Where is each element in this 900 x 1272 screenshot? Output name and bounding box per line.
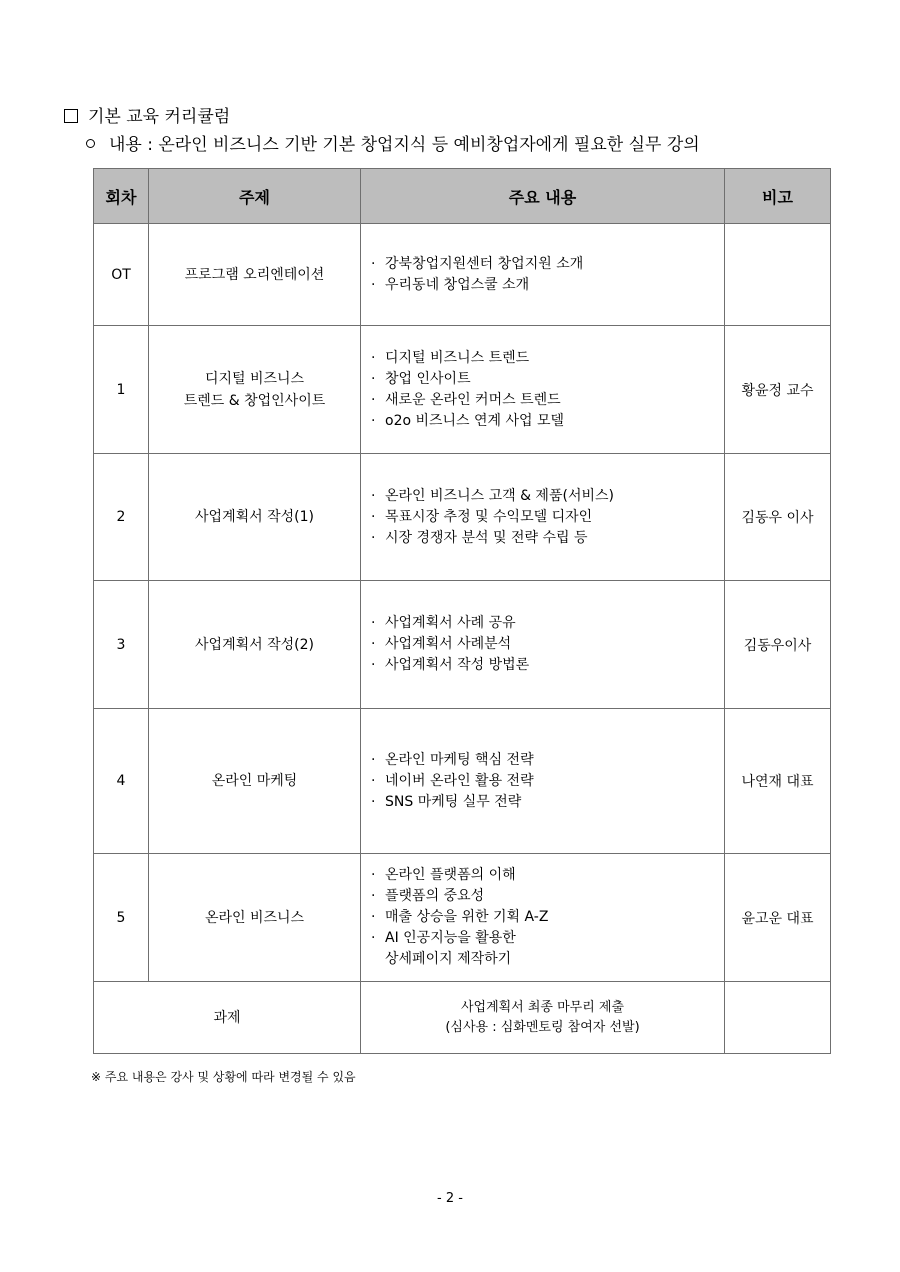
list-item-text: 매출 상승을 위한 기획 A-Z [385,909,549,925]
table-row [94,326,831,454]
circle-bullet-icon [86,139,95,148]
list-item [369,886,724,907]
assignment-row [94,982,831,1054]
bullet-dot: · [371,615,376,631]
instructor-cell: 김동우 이사 [725,454,831,581]
instructor-cell: 김동우이사 [725,581,831,709]
footnote: ※ 주요 내용은 강사 및 상황에 따라 변경될 수 있음 [91,1070,356,1084]
header-content: 주요 내용 [361,169,725,224]
list-item [369,792,724,813]
bullet-dot: · [371,657,376,673]
session-cell: 1 [94,326,149,454]
list-item-text: 네이버 온라인 활용 전략 [385,772,534,789]
list-item-text: SNS 마케팅 실무 전략 [385,793,522,810]
list-item-text: 사업계획서 사례분석 [385,636,512,652]
list-item [369,254,724,275]
list-item-text: AI 인공지능을 활용한 [385,930,516,946]
content-cell [361,854,725,982]
topic-line: 사업계획서 작성(2) [195,636,314,653]
topic-cell [149,581,361,709]
list-item [369,865,724,886]
list-item-text: 새로운 온라인 커머스 트렌드 [385,391,561,408]
list-item-text: 온라인 마케팅 핵심 전략 [385,751,534,768]
list-item-text: 사업계획서 사례 공유 [385,615,516,631]
session-cell: 4 [94,709,149,854]
bullet-dot: · [371,412,376,429]
bullet-dot: · [371,349,376,366]
list-item-text: 목표시장 추정 및 수익모델 디자인 [385,508,593,525]
content-cell [361,454,725,581]
list-item-text: 창업 인사이트 [385,370,471,387]
list-item [369,411,724,432]
topic-cell [149,224,361,326]
table-row [94,454,831,581]
page-number: - 2 - [437,1191,463,1206]
topic-line: 디지털 비즈니스 [204,370,305,387]
session-cell: OT [94,224,149,326]
list-item [369,771,724,792]
instructor-cell [725,224,831,326]
header-note: 비고 [725,169,831,224]
bullet-dot: · [371,508,376,525]
list-item-text: 시장 경쟁자 분석 및 전략 수립 등 [385,529,588,546]
header-session: 회차 [94,169,149,224]
bullet-dot: · [371,255,376,272]
bullet-dot: · [371,772,376,789]
content-cell [361,581,725,709]
header-topic: 주제 [149,169,361,224]
list-item [369,348,724,369]
section-heading-text: 기본 교육 커리큘럼 [88,107,231,127]
section-heading [64,105,230,129]
list-item-text: 온라인 비즈니스 고객 & 제품(서비스) [385,487,614,504]
topic-cell [149,326,361,454]
content-cell [361,709,725,854]
content-list [369,613,724,676]
session-cell: 2 [94,454,149,581]
instructor-cell: 황윤정 교수 [725,326,831,454]
content-list [369,254,724,296]
bullet-dot: · [371,793,376,810]
list-item-text: 디지털 비즈니스 트렌드 [385,349,530,366]
list-item-text: 강북창업지원센터 창업지원 소개 [385,255,584,272]
bullet-dot: · [371,529,376,546]
content-list [369,486,724,549]
list-item [369,613,724,634]
list-item-text: 우리동네 창업스쿨 소개 [385,276,530,293]
session-cell: 3 [94,581,149,709]
bullet-dot: · [371,930,376,946]
topic-cell [149,854,361,982]
topic-cell [149,709,361,854]
list-item-text: o2o 비즈니스 연계 사업 모델 [385,412,565,429]
curriculum-table [93,168,831,1054]
bullet-dot: · [371,751,376,768]
section-subheading [86,133,700,157]
assignment-line: (심사용 : 심화멘토링 참여자 선발) [445,1019,640,1035]
table-header-row [94,169,831,224]
list-item-text: 플랫폼의 중요성 [385,888,485,904]
content-cell [361,224,725,326]
topic-line: 트렌드 & 창업인사이트 [183,392,326,409]
list-item [369,275,724,296]
topic-line: 사업계획서 작성(1) [195,509,314,525]
list-item-text: 사업계획서 작성 방법론 [385,657,530,673]
assignment-line: 사업계획서 최종 마무리 제출 [460,999,625,1015]
table-row [94,854,831,982]
content-cell [361,326,725,454]
section-subheading-text: 내용 : 온라인 비즈니스 기반 기본 창업지식 등 예비창업자에게 필요한 실무 강의 [109,135,700,155]
list-item [369,907,724,928]
bullet-dot: · [371,636,376,652]
table-body [94,224,831,1054]
bullet-dot: · [371,487,376,504]
bullet-dot: · [371,276,376,293]
bullet-dot: · [371,867,376,883]
instructor-cell: 나연재 대표 [725,709,831,854]
content-list [369,750,724,813]
list-item [369,369,724,390]
topic-line: 온라인 비즈니스 [204,909,305,926]
list-item [369,750,724,771]
list-item [369,928,724,949]
checkbox-square-icon [64,109,78,123]
table-row [94,709,831,854]
topic-line: 온라인 마케팅 [211,773,298,789]
table-row [94,224,831,326]
list-item-text: 온라인 플랫폼의 이해 [385,867,516,883]
list-item-text: 상세페이지 제작하기 [385,951,512,967]
content-list [369,348,724,432]
assignment-note-cell [725,982,831,1054]
session-cell: 5 [94,854,149,982]
content-list [369,865,724,970]
list-item [369,949,724,970]
topic-line: 프로그램 오리엔테이션 [184,266,325,283]
list-item [369,486,724,507]
list-item [369,655,724,676]
list-item [369,528,724,549]
list-item [369,390,724,411]
table-row [94,581,831,709]
assignment-content-cell [361,982,725,1054]
list-item [369,634,724,655]
bullet-dot: · [371,909,376,925]
bullet-dot: · [371,391,376,408]
assignment-label-cell: 과제 [94,982,361,1054]
bullet-dot: · [371,888,376,904]
list-item [369,507,724,528]
instructor-cell: 윤고운 대표 [725,854,831,982]
topic-cell [149,454,361,581]
bullet-dot: · [371,370,376,387]
